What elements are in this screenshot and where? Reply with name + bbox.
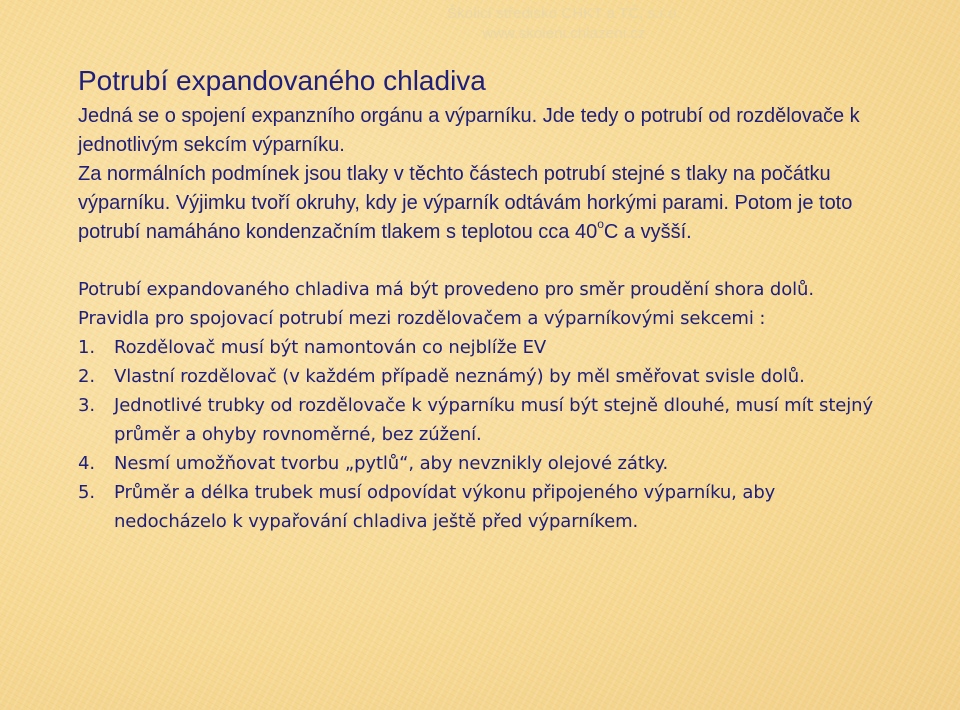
body-text bbox=[78, 275, 878, 536]
list-item-text: Průměr a délka trubek musí odpovídat výkonu připojeného výparníku, aby nedocházelo k vypařování chladiva ještě před výparníkem. bbox=[114, 482, 776, 532]
list-item bbox=[78, 449, 878, 478]
list-item bbox=[78, 333, 878, 362]
intro-paragraph-1: Jedná se o spojení expanzního orgánu a výparníku. Jde tedy o potrubí od rozdělovače k jednotlivým sekcím výparníku. bbox=[78, 105, 860, 156]
rules-heading: Pravidla pro spojovací potrubí mezi rozdělovačem a výparníkovými sekcemi : bbox=[78, 308, 766, 329]
list-item-number: 4. bbox=[78, 453, 95, 474]
list-item bbox=[78, 478, 878, 536]
header-organization: Školicí středisko CHKT a TČ, s.r.o. bbox=[447, 5, 681, 22]
list-item-number: 3. bbox=[78, 395, 95, 416]
list-item-number: 2. bbox=[78, 366, 95, 387]
header-url: www.skoleni.chlazeni.cz bbox=[482, 25, 646, 42]
flow-direction-paragraph: Potrubí expandovaného chladiva má být provedeno pro směr proudění shora dolů. bbox=[78, 279, 814, 300]
list-item-text: Vlastní rozdělovač (v každém případě neznámý) by měl směřovat svisle dolů. bbox=[114, 366, 805, 387]
degree-superscript: o bbox=[597, 216, 604, 231]
rules-list bbox=[78, 333, 878, 536]
intro-text bbox=[78, 102, 878, 247]
list-item-text: Nesmí umožňovat tvorbu „pytlů“, aby nevznikly olejové zátky. bbox=[114, 453, 669, 474]
list-item bbox=[78, 391, 878, 449]
list-item-text: Rozdělovač musí být namontován co nejblíže EV bbox=[114, 337, 547, 358]
list-item-number: 5. bbox=[78, 482, 95, 503]
list-item-text: Jednotlivé trubky od rozdělovače k výparníku musí být stejně dlouhé, musí mít stejný průměr a ohyby rovnoměrné, bez zúžení. bbox=[114, 395, 874, 445]
intro-paragraph-2-text: Za normálních podmínek jsou tlaky v těchto částech potrubí stejné s tlaky na počátku výparníku. Výjimku tvoří okruhy, kdy je výparník odtávám horkými parami. Potom je toto potrubí namáháno kondenzačním tlakem s teplotou cca 40 bbox=[78, 163, 853, 243]
list-item-number: 1. bbox=[78, 337, 95, 358]
slide-header bbox=[444, 4, 684, 44]
intro-paragraph-2-tail: C a vyšší. bbox=[603, 221, 692, 243]
slide-title: Potrubí expandovaného chladiva bbox=[78, 65, 486, 96]
intro-paragraph-2 bbox=[78, 160, 878, 247]
list-item bbox=[78, 362, 878, 391]
